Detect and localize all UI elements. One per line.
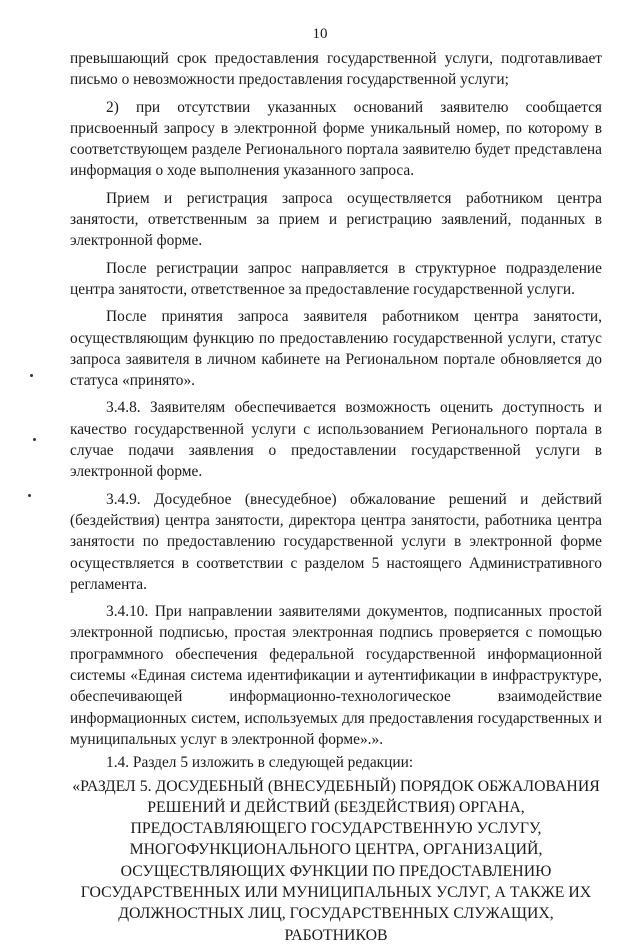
paragraph: После регистрации запрос направляется в структурное подразделение центра занятости, ответственное за предоставление государственной услуги.: [70, 259, 602, 298]
paragraph: 3.4.8. Заявителям обеспечивается возможность оценить доступность и качество государственной услуги с использованием Регионального портала в случае подачи заявления о предоставлении государственной услуги в электронной форме.: [70, 399, 602, 481]
paragraph: 3.4.9. Досудебное (внесудебное) обжалование решений и действий (бездействия) центра занятости, директора центра занятости, работника центра занятости по предоставлению государственной услуги в электронной форме осуществляется в соответствии с разделом 5 настоящего Административного регламента.: [70, 490, 602, 593]
paragraph: 1.4. Раздел 5 изложить в следующей редакции:: [106, 754, 414, 772]
paragraph: 2) при отсутствии указанных оснований заявителю сообщается присвоенный запросу в электронной форме уникальный номер, по которому в соответствующем разделе Регионального портала заявителю будет представлена информация о ходе выполнения указанного запроса.: [70, 98, 602, 180]
document-body: [70, 48, 602, 946]
section-title: «РАЗДЕЛ 5. ДОСУДЕБНЫЙ (ВНЕСУДЕБНЫЙ) ПОРЯДОК ОБЖАЛОВАНИЯ РЕШЕНИЙ И ДЕЙСТВИЙ (БЕЗДЕЙСТВИЯ) ОРГАНА, ПРЕДОСТАВЛЯЮЩЕГО ГОСУДАРСТВЕННУЮ УСЛУГУ, МНОГОФУНКЦИОНАЛЬНОГО ЦЕНТРА, ОРГАНИЗАЦИЙ, ОСУЩЕСТВЛЯЮЩИХ ФУНКЦИИ ПО ПРЕДОСТАВЛЕНИЮ ГОСУДАРСТВЕННЫХ ИЛИ МУНИЦИПАЛЬНЫХ УСЛУГ, А ТАКЖЕ ИХ ДОЛЖНОСТНЫХ ЛИЦ, ГОСУДАРСТВЕННЫХ СЛУЖАЩИХ, РАБОТНИКОВ: [72, 777, 600, 944]
paragraph: После принятия запроса заявителя работником центра занятости, осуществляющим функцию по предоставлению государственной услуги, статус запроса заявителя в личном кабинете на Региональном портале обновляется до статуса «принято».: [70, 308, 602, 390]
paragraph: Прием и регистрация запроса осуществляется работником центра занятости, ответственным за прием и регистрацию заявлений, поданных в электронной форме.: [70, 189, 602, 250]
paragraph: 3.4.10. При направлении заявителями документов, подписанных простой электронной подписью, простая электронная подпись проверяется с помощью программного обеспечения федеральной государственной информационной системы «Единая система идентификации и аутентификации в инфраструктуре, обеспечивающей информационно-технологическое взаимодействие информационных систем, используемых для предоставления государственных и муниципальных услуг в электронной форме».».: [70, 603, 602, 748]
paragraph: превышающий срок предоставления государственной услуги, подготавливает письмо о невозможности предоставления государственной услуги;: [70, 50, 602, 89]
page-number: 10: [312, 26, 328, 42]
margin-mark: [30, 374, 33, 377]
margin-mark: [28, 494, 31, 497]
margin-mark: [33, 438, 36, 441]
